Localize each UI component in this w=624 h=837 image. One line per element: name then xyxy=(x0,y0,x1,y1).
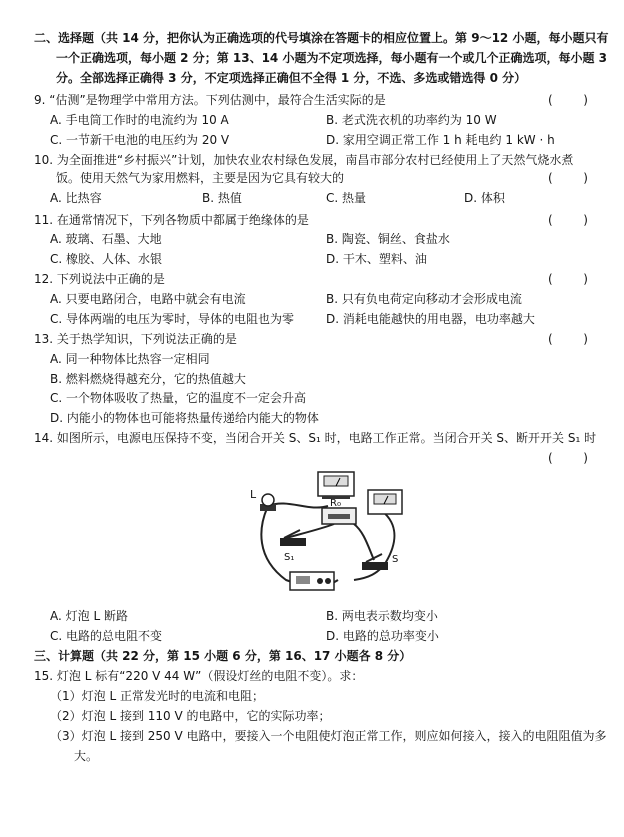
q14-option-d: D. 电路的总功率变小 xyxy=(326,629,439,643)
switch-label: S xyxy=(392,554,399,565)
q10-option-d: D. 体积 xyxy=(464,191,505,205)
switch1-icon xyxy=(280,530,306,546)
q10-option-b: B. 热值 xyxy=(202,191,242,205)
section2-header-line1: 二、选择题（共 14 分，把你认为正确选项的代号填涂在答题卡的相应位置上。第 9～12 小题，每小题只有 xyxy=(34,31,609,45)
wire-top xyxy=(268,503,328,507)
circuit-figure xyxy=(228,468,408,598)
q12-option-b: B. 只有负电荷定向移动才会形成电流 xyxy=(326,292,522,306)
question-11-stem: 11. 在通常情况下，下列各物质中都属于绝缘体的是 xyxy=(34,213,309,227)
answer-paren-10: ( ) xyxy=(548,171,588,185)
question-12-stem: 12. 下列说法中正确的是 xyxy=(34,272,165,286)
q9-option-c: C. 一节新干电池的电压约为 20 V xyxy=(50,133,230,147)
q11-option-d: D. 干木、塑料、油 xyxy=(326,252,427,266)
wire-switch xyxy=(354,524,374,560)
question-15-stem: 15. 灯泡 L 标有“220 V 44 W”（假设灯丝的电阻不变）。求： xyxy=(34,669,364,683)
q14-option-b: B. 两电表示数均变小 xyxy=(326,609,438,623)
answer-paren-11: ( ) xyxy=(548,213,588,227)
switch1-label: S₁ xyxy=(284,552,295,563)
q12-option-d: D. 消耗电能越快的用电器，电功率越大 xyxy=(326,312,535,326)
question-9-stem: 9. “估测”是物理学中常用方法。下列估测中，最符合生活实际的是 xyxy=(34,93,386,107)
q10-option-a: A. 比热容 xyxy=(50,191,102,205)
q15-part-3-line2: 大。 xyxy=(74,749,99,763)
q10-option-c: C. 热量 xyxy=(326,191,367,205)
q12-option-c: C. 导体两端的电压为零时，导体的电阻也为零 xyxy=(50,312,295,326)
q13-option-c: C. 一个物体吸收了热量，它的温度不一定会升高 xyxy=(50,391,307,405)
meter-right-icon xyxy=(368,490,402,514)
question-14-stem: 14. 如图所示，电源电压保持不变，当闭合开关 S、S₁ 时，电路工作正常。当闭合开关 S、断开开关 S₁ 时 xyxy=(34,431,597,445)
resistor-icon xyxy=(322,508,356,524)
q11-option-a: A. 玻璃、石墨、大地 xyxy=(50,232,162,246)
answer-paren-9: ( ) xyxy=(548,93,588,107)
q11-option-c: C. 橡胶、人体、水银 xyxy=(50,252,163,266)
circuit-diagram xyxy=(228,468,408,598)
power-supply-icon xyxy=(290,572,334,590)
q13-option-d: D. 内能小的物体也可能将热量传递给内能大的物体 xyxy=(50,411,319,425)
q13-option-a: A. 同一种物体比热容一定相同 xyxy=(50,352,210,366)
resistor-label: R₀ xyxy=(330,498,341,509)
section3-header: 三、计算题（共 22 分，第 15 小题 6 分，第 16、17 小题各 8 分） xyxy=(34,649,412,663)
switch-icon xyxy=(362,554,388,570)
q11-option-b: B. 陶瓷、铜丝、食盐水 xyxy=(326,232,450,246)
q9-option-d: D. 家用空调正常工作 1 h 耗电约 1 kW · h xyxy=(326,133,555,147)
question-10-stem-line1: 10. 为全面推进“乡村振兴”计划，加快农业农村绿色发展，南昌市部分农村已经使用上了天然气烧水煮 xyxy=(34,153,574,167)
meter-top-icon xyxy=(318,472,354,499)
q13-option-b: B. 燃料燃烧得越充分，它的热值越大 xyxy=(50,372,246,386)
q9-option-b: B. 老式洗衣机的功率约为 10 W xyxy=(326,113,497,127)
answer-paren-12: ( ) xyxy=(548,272,588,286)
question-10-stem-line2: 饭。使用天然气为家用燃料，主要是因为它具有较大的 xyxy=(56,171,345,185)
answer-paren-13: ( ) xyxy=(548,332,588,346)
section2-header-line2: 一个正确选项，每小题 2 分；第 13、14 小题为不定项选择，每小题有一个或几个正确选项，每小题 3 xyxy=(56,51,607,65)
q14-option-a: A. 灯泡 L 断路 xyxy=(50,609,128,623)
q15-part-2: （2）灯泡 L 接到 110 V 的电路中，它的实际功率； xyxy=(50,709,331,723)
q12-option-a: A. 只要电路闭合，电路中就会有电流 xyxy=(50,292,246,306)
lamp-icon xyxy=(260,494,276,511)
question-13-stem: 13. 关于热学知识，下列说法正确的是 xyxy=(34,332,237,346)
q15-part-3-line1: （3）灯泡 L 接到 250 V 电路中，要接入一个电阻使灯泡正常工作，则应如何接入，接入的电阻阻值为多 xyxy=(50,729,607,743)
q15-part-1: （1）灯泡 L 正常发光时的电流和电阻； xyxy=(50,689,264,703)
q9-option-a: A. 手电筒工作时的电流约为 10 A xyxy=(50,113,229,127)
answer-paren-14: ( ) xyxy=(548,451,588,465)
section2-header-line3: 分。全部选择正确得 3 分，不定项选择正确但不全得 1 分，不选、多选或错选得 0 分） xyxy=(56,71,527,85)
wire-switch1 xyxy=(286,524,334,538)
q14-option-c: C. 电路的总电阻不变 xyxy=(50,629,163,643)
lamp-label: L xyxy=(250,488,257,501)
